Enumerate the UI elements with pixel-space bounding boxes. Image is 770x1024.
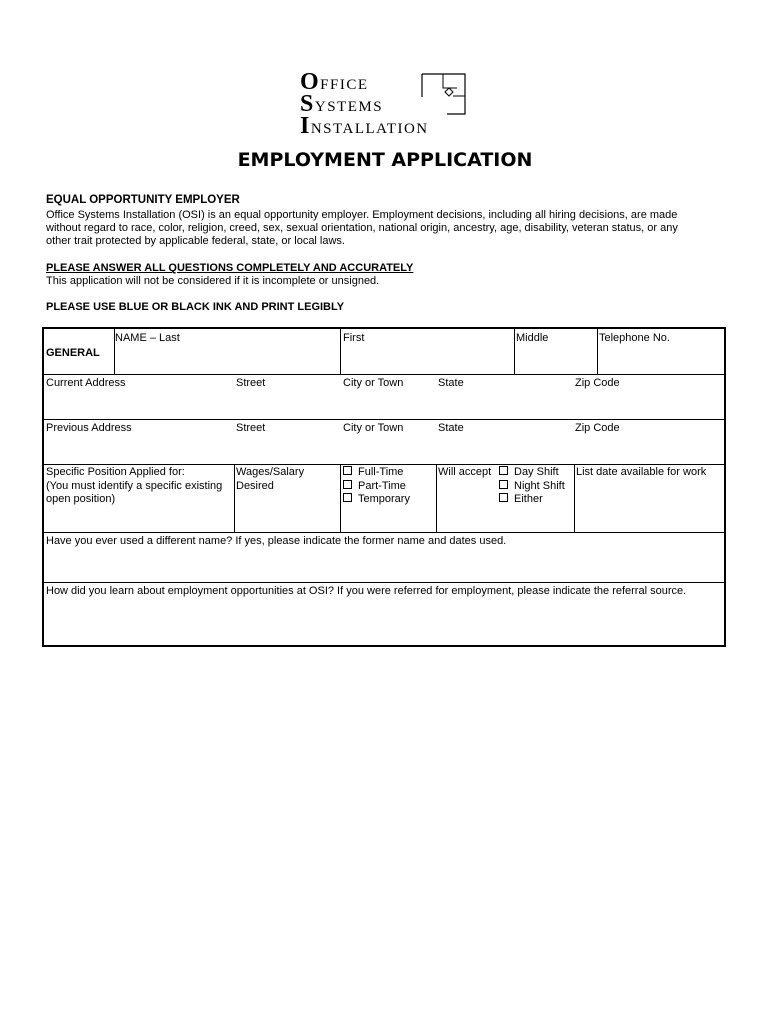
name-last-label: NAME – Last bbox=[115, 332, 180, 344]
logo-line-installation: INSTALLATION bbox=[300, 113, 429, 139]
part-time-option[interactable]: Part-Time bbox=[343, 480, 410, 494]
shift-options bbox=[499, 466, 565, 507]
middle-name-label: Middle bbox=[516, 332, 549, 344]
different-name-question: Have you ever used a different name? If yes, please indicate the former name and dates used. bbox=[46, 535, 507, 547]
col-divider bbox=[597, 329, 598, 374]
answer-heading: PLEASE ANSWER ALL QUESTIONS COMPLETELY AND ACCURATELY bbox=[46, 262, 414, 274]
checkbox-icon[interactable] bbox=[499, 493, 508, 502]
employment-type-options bbox=[343, 466, 410, 507]
checkbox-icon[interactable] bbox=[343, 480, 352, 489]
current-state-label: State bbox=[438, 377, 464, 389]
date-available-label: List date available for work bbox=[576, 466, 707, 478]
row-divider bbox=[44, 464, 724, 465]
current-city-label: City or Town bbox=[343, 377, 404, 389]
general-info-form bbox=[42, 327, 726, 647]
checkbox-icon[interactable] bbox=[343, 493, 352, 502]
office-layout-icon bbox=[421, 72, 467, 116]
row-divider bbox=[44, 419, 724, 420]
page-title: EMPLOYMENT APPLICATION bbox=[237, 149, 533, 171]
checkbox-icon[interactable] bbox=[499, 466, 508, 475]
row-divider bbox=[44, 374, 724, 375]
col-divider bbox=[436, 464, 437, 532]
temporary-option[interactable]: Temporary bbox=[343, 493, 410, 507]
previous-state-label: State bbox=[438, 422, 464, 434]
checkbox-icon[interactable] bbox=[499, 480, 508, 489]
previous-street-label: Street bbox=[236, 422, 266, 434]
eoe-text-line-3: other trait protected by applicable federal, state, or local laws. bbox=[46, 235, 345, 247]
will-accept-label: Will accept bbox=[438, 466, 492, 478]
row-divider bbox=[44, 582, 724, 583]
col-divider bbox=[574, 464, 575, 532]
either-option[interactable]: Either bbox=[499, 493, 565, 507]
previous-city-label: City or Town bbox=[343, 422, 404, 434]
day-shift-option[interactable]: Day Shift bbox=[499, 466, 565, 480]
answer-note: This application will not be considered if it is incomplete or unsigned. bbox=[46, 275, 380, 287]
previous-address-label: Previous Address bbox=[46, 422, 132, 434]
general-section-label: GENERAL bbox=[46, 347, 100, 359]
ink-heading: PLEASE USE BLUE OR BLACK INK AND PRINT LEGIBLY bbox=[46, 301, 345, 313]
col-divider bbox=[234, 464, 235, 532]
referral-question: How did you learn about employment opportunities at OSI? If you were referred for employment, please indicate the referral source. bbox=[46, 585, 687, 597]
current-zip-label: Zip Code bbox=[575, 377, 620, 389]
checkbox-icon[interactable] bbox=[343, 466, 352, 475]
eoe-text-line-2: without regard to race, color, religion, creed, sex, sexual orientation, national origin, ancestry, age, disability, veteran status, or any bbox=[46, 222, 678, 234]
col-divider bbox=[514, 329, 515, 374]
full-time-option[interactable]: Full-Time bbox=[343, 466, 410, 480]
current-address-label: Current Address bbox=[46, 377, 126, 389]
wages-label: Wages/Salary Desired bbox=[236, 466, 305, 492]
col-divider bbox=[340, 464, 341, 532]
col-divider bbox=[340, 329, 341, 374]
company-logo bbox=[300, 69, 470, 139]
eoe-text-line-1: Office Systems Installation (OSI) is an equal opportunity employer. Employment decisions, including all hiring decisions, are made bbox=[46, 209, 678, 221]
night-shift-option[interactable]: Night Shift bbox=[499, 480, 565, 494]
previous-zip-label: Zip Code bbox=[575, 422, 620, 434]
logo-line-systems: SYSTEMS bbox=[300, 91, 384, 117]
current-street-label: Street bbox=[236, 377, 266, 389]
telephone-label: Telephone No. bbox=[599, 332, 670, 344]
eoe-heading: EQUAL OPPORTUNITY EMPLOYER bbox=[46, 194, 240, 206]
first-name-label: First bbox=[343, 332, 365, 344]
row-divider bbox=[44, 532, 724, 533]
position-label: Specific Position Applied for: (You must identify a specific existing open position) bbox=[46, 466, 223, 505]
logo-line-office: OFFICE bbox=[300, 69, 369, 95]
